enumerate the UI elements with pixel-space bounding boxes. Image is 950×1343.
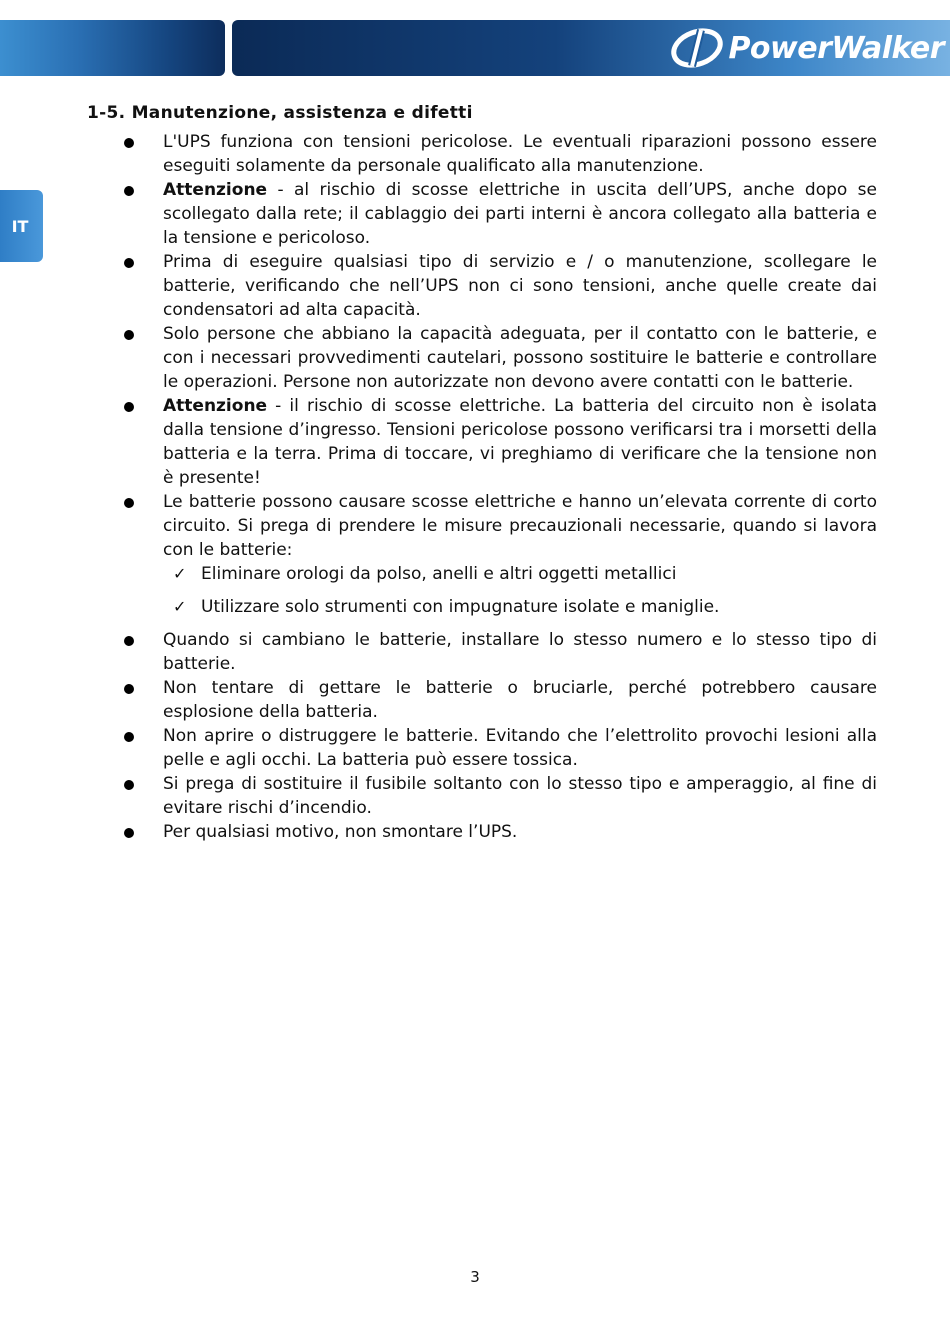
- item-text: Prima di eseguire qualsiasi tipo di servizio e / o manutenzione, scollegare le batterie, verificando che nell’UPS non ci sono tensioni, anche quelle create dai condensatori ad alta capacità.: [163, 252, 877, 320]
- power-logo-icon: [668, 26, 726, 70]
- bullet-icon: [124, 138, 134, 148]
- list-item: [122, 724, 877, 772]
- item-bold: Attenzione: [163, 396, 268, 416]
- logo-text: PowerWalker: [728, 30, 944, 66]
- check-item: [163, 595, 877, 619]
- item-text: L'UPS funziona con tensioni pericolose. Le eventuali riparazioni possono essere eseguiti solamente da personale qualificato alla manutenzione.: [163, 132, 877, 176]
- list-item: [122, 772, 877, 820]
- bullet-icon: [124, 636, 134, 646]
- list-item: [122, 130, 877, 178]
- bullet-list: [122, 130, 877, 844]
- check-list: [163, 562, 877, 619]
- item-bold: Attenzione: [163, 180, 268, 200]
- item-text: Non tentare di gettare le batterie o bruciarle, perché potrebbero causare esplosione della batteria.: [163, 678, 877, 722]
- check-text: Eliminare orologi da polso, anelli e altri oggetti metallici: [201, 564, 677, 584]
- bullet-icon: [124, 186, 134, 196]
- brand-logo: [668, 24, 944, 72]
- check-text: Utilizzare solo strumenti con impugnature isolate e maniglie.: [201, 597, 720, 617]
- section-content: [122, 130, 877, 844]
- item-text: Solo persone che abbiano la capacità adeguata, per il contatto con le batterie, e con i necessari provvedimenti cautelari, possono sostituire le batterie e controllare le operazioni. Persone non autorizzate non devono avere contatti con le batterie.: [163, 324, 877, 392]
- list-item: [122, 820, 877, 844]
- bullet-icon: [124, 330, 134, 340]
- checkmark-icon: ✓: [173, 564, 187, 583]
- bullet-icon: [124, 258, 134, 268]
- checkmark-icon: ✓: [173, 597, 187, 616]
- check-item: [163, 562, 877, 586]
- bullet-icon: [124, 684, 134, 694]
- item-text: Quando si cambiano le batterie, installare lo stesso numero e lo stesso tipo di batterie.: [163, 630, 877, 674]
- item-text: Non aprire o distruggere le batterie. Evitando che l’elettrolito provochi lesioni alla pelle e agli occhi. La batteria può essere tossica.: [163, 726, 877, 770]
- header-bar-left: [0, 20, 225, 76]
- item-text: - il rischio di scosse elettriche. La batteria del circuito non è isolata dalla tensione d’ingresso. Tensioni pericolose possono verificarsi tra i morsetti della batteria e la terra. Prima di toccare, vi preghiamo di verificare che la tensione non è presente!: [163, 396, 877, 488]
- list-item: [122, 322, 877, 394]
- list-item: [122, 490, 877, 619]
- section-heading: 1-5. Manutenzione, assistenza e difetti: [87, 103, 473, 123]
- bullet-icon: [124, 780, 134, 790]
- bullet-icon: [124, 828, 134, 838]
- language-tab: IT: [0, 190, 43, 262]
- list-item: [122, 394, 877, 490]
- bullet-icon: [124, 498, 134, 508]
- item-text: - al rischio di scosse elettriche in uscita dell’UPS, anche dopo se scollegato dalla rete; il cablaggio dei parti interni è ancora collegato alla batteria e la tensione e pericoloso.: [163, 180, 877, 248]
- list-item: [122, 178, 877, 250]
- list-item: [122, 250, 877, 322]
- item-text: Si prega di sostituire il fusibile soltanto con lo stesso tipo e amperaggio, al fine di evitare rischi d’incendio.: [163, 774, 877, 818]
- page-number: 3: [470, 1268, 480, 1286]
- item-text: Per qualsiasi motivo, non smontare l’UPS.: [163, 822, 518, 842]
- list-item: [122, 628, 877, 676]
- item-text: Le batterie possono causare scosse elettriche e hanno un’elevata corrente di corto circuito. Si prega di prendere le misure precauzionali necessarie, quando si lavora con le batterie:: [163, 492, 877, 560]
- list-item: [122, 676, 877, 724]
- bullet-icon: [124, 732, 134, 742]
- bullet-icon: [124, 402, 134, 412]
